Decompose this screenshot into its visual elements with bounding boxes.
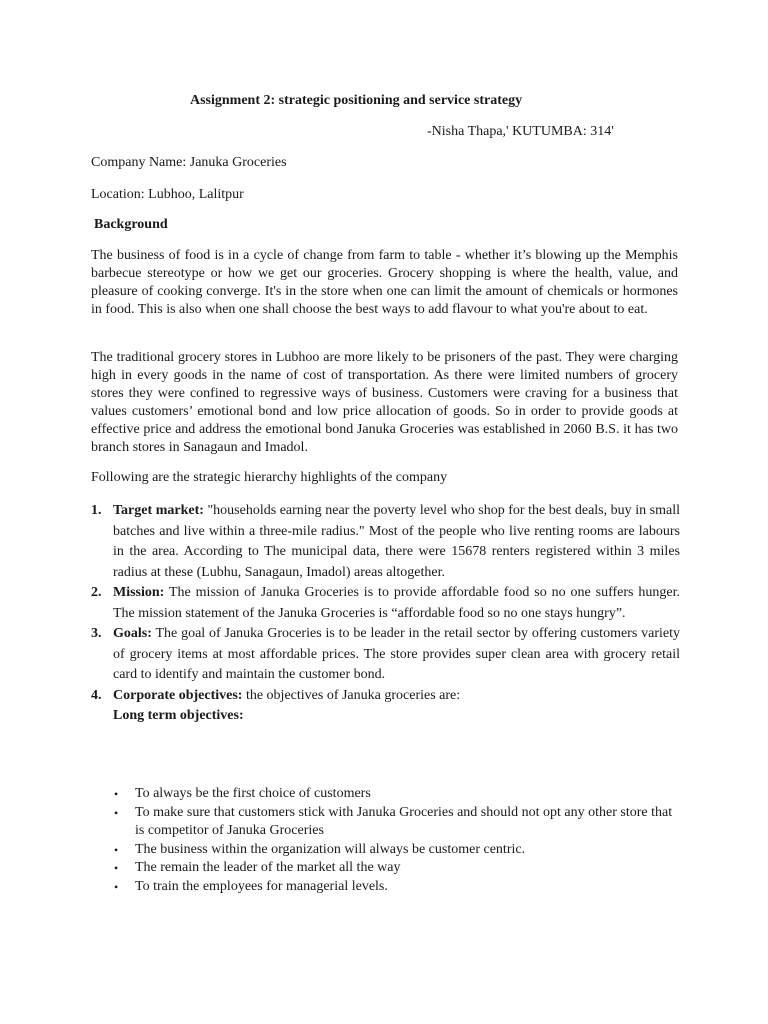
list-number: 3. [91, 626, 102, 641]
long-term-objectives-list [114, 785, 680, 896]
bullet-text: The remain the leader of the market all the way [135, 860, 401, 875]
list-item-goals [91, 624, 680, 686]
bullet-text: To train the employees for managerial levels. [135, 878, 388, 894]
bullet-icon: • [114, 787, 119, 801]
list-term: Target market: [113, 503, 204, 518]
list-text: the objectives of Januka groceries are: [242, 687, 461, 703]
list-term: Mission: [113, 585, 165, 600]
company-name-line: Company Name: Januka Groceries [91, 155, 287, 170]
list-item-target-market [91, 501, 680, 583]
background-paragraph-2: The traditional grocery stores in Lubhoo are more likely to be prisoners of the past. They were charging high in every goods in the name of cost of transportation. As there were limited numbers of grocery stores they were confined to regressive ways of business. Customers were craving for a business that values customers’ emotional bond and low price allocation of goods. So in order to provide goods at effective price and address the emotional bond Januka Groceries was established in 2060 B.S. it has two branch stores in Sanagaun and Imadol. [91, 350, 678, 455]
long-term-objectives-heading: Long term objectives: [113, 708, 244, 723]
list-item-mission [91, 583, 680, 624]
author-line: -Nisha Thapa,' KUTUMBA: 314' [427, 124, 614, 139]
bullet-text: The business within the organization will always be customer centric. [135, 841, 526, 857]
bullet-icon: • [114, 805, 119, 820]
bullet-icon: • [114, 861, 119, 875]
bullet-text: To always be the first choice of customers [135, 786, 371, 801]
list-item [114, 878, 680, 897]
list-item [114, 804, 680, 841]
list-item [114, 841, 680, 860]
list-number: 2. [91, 585, 102, 600]
list-number: 4. [91, 687, 102, 703]
location-line: Location: Lubhoo, Lalitpur [91, 187, 244, 202]
list-item-corporate-objectives [91, 686, 680, 727]
list-term: Goals: [113, 626, 152, 641]
strategic-hierarchy-list [91, 501, 680, 727]
list-number: 1. [91, 503, 102, 518]
list-text: "households earning near the poverty level who shop for the best deals, buy in small batches and live within a three-mile radius." Most of the people who live renting rooms are labours in the area. According to The municipal data, there were 15678 renters registered within 3 miles radius at these (Lubhu, Sanagaun, Imadol) areas altogether. [113, 503, 680, 580]
list-text: The goal of Januka Groceries is to be leader in the retail sector by offering customers variety of grocery items at most affordable prices. The store provides super clean area with grocery retail card to identify and maintain the customer bond. [113, 626, 680, 682]
list-term: Corporate objectives: [113, 687, 243, 703]
list-item [114, 859, 680, 878]
background-paragraph-1: The business of food is in a cycle of change from farm to table - whether it’s blowing up the Memphis barbecue stereotype or how we get our groceries. Grocery shopping is where the health, value, and pleasure of cooking converge. It's in the store when one can limit the amount of chemicals or hormones in food. This is also when one shall choose the best ways to add flavour to what you're about to eat. [91, 248, 678, 317]
bullet-text: To make sure that customers stick with Januka Groceries and should not opt any other store that is competitor of Januka Groceries [135, 804, 673, 838]
bullet-icon: • [114, 879, 119, 894]
background-heading: Background [94, 217, 168, 232]
document-title: Assignment 2: strategic positioning and service strategy [190, 93, 523, 108]
list-text: The mission of Januka Groceries is to provide affordable food so no one suffers hunger. The mission statement of the Januka Groceries is “affordable food so no one stays hungry”. [113, 585, 680, 621]
bullet-icon: • [114, 842, 119, 857]
hierarchy-intro-line: Following are the strategic hierarchy highlights of the company [91, 470, 448, 485]
list-item [114, 785, 680, 804]
